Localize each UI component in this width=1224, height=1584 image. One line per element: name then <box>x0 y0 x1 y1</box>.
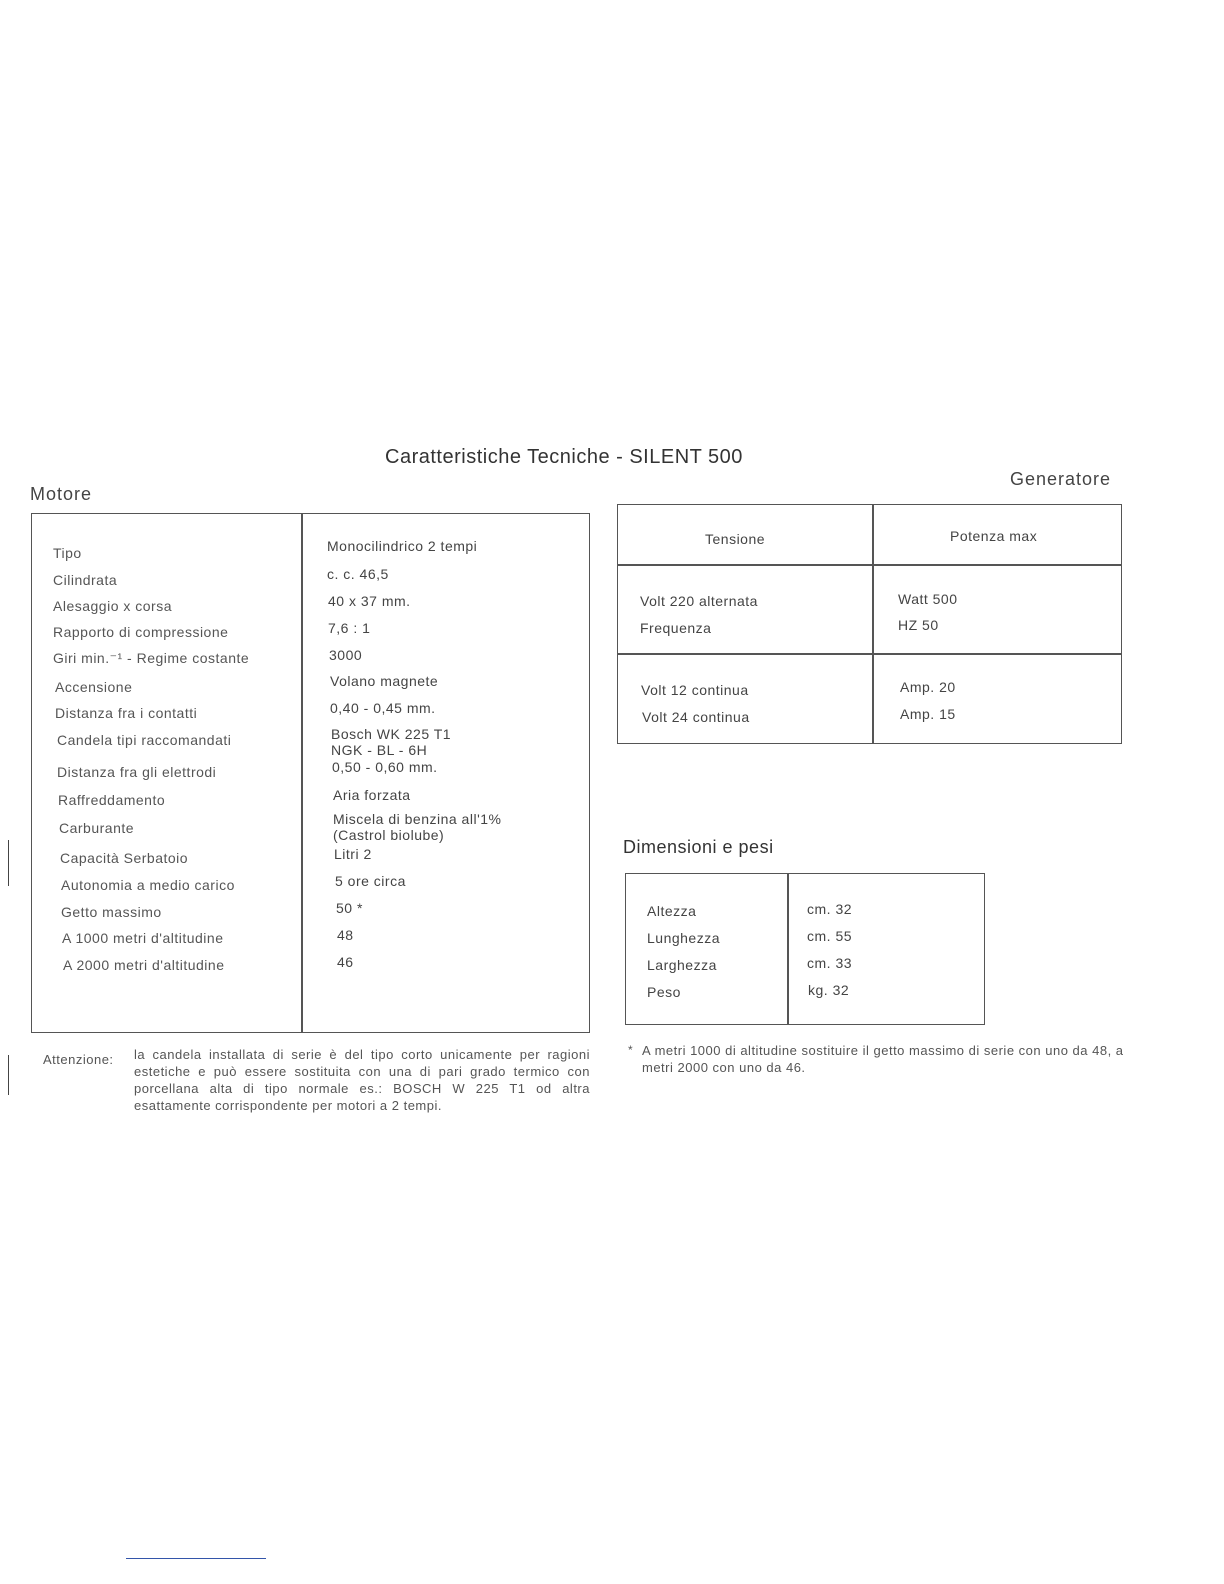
motore-value: c. c. 46,5 <box>327 566 389 582</box>
gen-potenza: Amp. 15 <box>900 706 956 722</box>
motore-label: Accensione <box>55 679 133 695</box>
gen-tensione: Volt 24 continua <box>642 709 750 725</box>
gen-potenza: HZ 50 <box>898 617 939 633</box>
gen-tensione: Volt 220 alternata <box>640 593 758 609</box>
generatore-row-divider <box>617 564 1122 566</box>
motore-value: 46 <box>337 954 354 970</box>
motore-label: Candela tipi raccomandati <box>57 732 232 748</box>
dim-value: kg. 32 <box>808 982 850 998</box>
motore-value: 48 <box>337 927 354 943</box>
motore-value: Litri 2 <box>334 846 372 862</box>
motore-label: Giri min.⁻¹ - Regime costante <box>53 650 250 666</box>
motore-label: Capacità Serbatoio <box>60 850 189 866</box>
scan-mark <box>8 1055 9 1095</box>
col-header-potenza: Potenza max <box>950 528 1038 544</box>
motore-label: Cilindrata <box>53 572 118 588</box>
motore-label: Getto massimo <box>61 904 162 920</box>
dim-value: cm. 32 <box>807 901 853 917</box>
motore-value: 7,6 : 1 <box>328 620 371 636</box>
motore-heading: Motore <box>30 484 93 504</box>
motore-value: 0,40 - 0,45 mm. <box>330 700 436 716</box>
motore-value: Aria forzata <box>333 787 411 803</box>
motore-value: Volano magnete <box>330 673 439 689</box>
dim-label: Lunghezza <box>647 930 721 946</box>
motore-label: Alesaggio x corsa <box>53 598 173 614</box>
motore-label: Distanza fra i contatti <box>55 705 198 721</box>
gen-tensione: Frequenza <box>640 620 712 636</box>
dim-value: cm. 55 <box>807 928 853 944</box>
attenzione-label: Attenzione: <box>43 1052 114 1067</box>
dimensioni-table <box>625 873 985 1025</box>
col-header-tensione: Tensione <box>705 531 766 547</box>
motore-value: 40 x 37 mm. <box>328 593 411 609</box>
motore-value: Miscela di benzina all'1% (Castrol biolube) <box>333 811 502 843</box>
motore-label: Tipo <box>53 545 82 561</box>
motore-value: Monocilindrico 2 tempi <box>327 538 478 554</box>
motore-label: Autonomia a medio carico <box>61 877 235 893</box>
motore-value: 0,50 - 0,60 mm. <box>332 759 438 775</box>
attenzione-text: la candela installata di serie è del tipo corto unicamente per ragioni estetiche e può essere sostituita con una di pari grado termico con porcellana alta di tipo normale es.: BOSCH W 225 T1 od altra esattamente corrispondente per motori a 2 tempi. <box>134 1047 590 1113</box>
generatore-heading: Generatore <box>1010 469 1112 489</box>
dim-label: Altezza <box>647 903 697 919</box>
motore-label: Raffreddamento <box>58 792 166 808</box>
scan-mark <box>8 840 9 886</box>
motore-label: A 2000 metri d'altitudine <box>63 957 225 973</box>
generatore-row-divider <box>617 653 1122 655</box>
dim-label: Larghezza <box>647 957 717 973</box>
footnote-marker: * <box>628 1043 633 1057</box>
motore-value: Bosch WK 225 T1 NGK - BL - 6H <box>331 726 452 758</box>
footnote-text: A metri 1000 di altitudine sostituire il getto massimo di serie con uno da 48, a metri 2000 con uno da 46. <box>642 1043 1124 1075</box>
gen-potenza: Watt 500 <box>898 591 958 607</box>
dim-value: cm. 33 <box>807 955 853 971</box>
motore-value: 5 ore circa <box>335 873 406 889</box>
motore-value: 50 * <box>336 900 363 916</box>
motore-value: 3000 <box>329 647 363 663</box>
dimensioni-heading: Dimensioni e pesi <box>623 837 774 857</box>
scan-line <box>126 1558 266 1559</box>
page-title: Caratteristiche Tecniche - SILENT 500 <box>385 446 743 468</box>
gen-potenza: Amp. 20 <box>900 679 956 695</box>
motore-label: Carburante <box>59 820 135 836</box>
generatore-column-divider <box>872 504 874 744</box>
motore-label: Rapporto di compressione <box>53 624 229 640</box>
gen-tensione: Volt 12 continua <box>641 682 749 698</box>
motore-label: A 1000 metri d'altitudine <box>62 930 224 946</box>
motore-label: Distanza fra gli elettrodi <box>57 764 217 780</box>
motore-column-divider <box>301 513 303 1033</box>
dim-label: Peso <box>647 984 681 1000</box>
dimensioni-column-divider <box>787 873 789 1025</box>
